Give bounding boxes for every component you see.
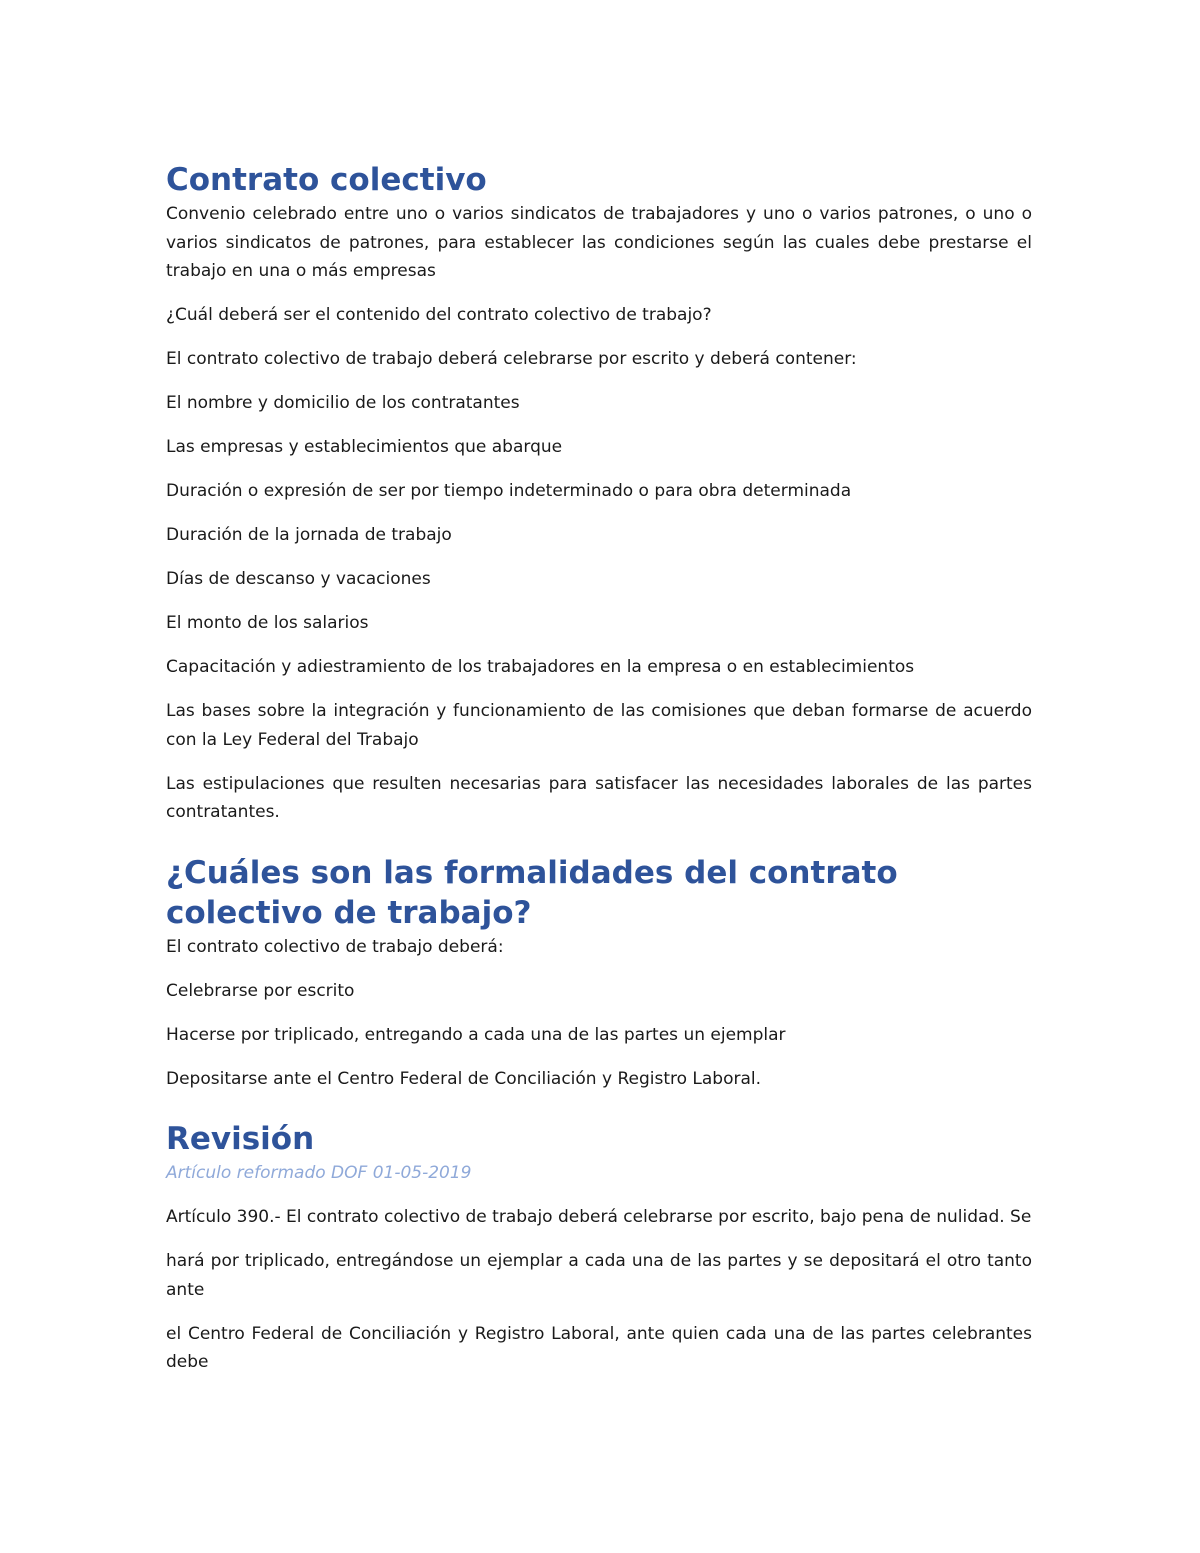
document-body <box>166 160 1032 1392</box>
list-item: Las estipulaciones que resulten necesarias para satisfacer las necesidades laborales de las partes contratantes. <box>166 773 1032 822</box>
list-item: Celebrarse por escrito <box>166 980 355 1001</box>
heading-contrato-colectivo: Contrato colectivo <box>166 162 487 198</box>
heading-formalidades: ¿Cuáles son las formalidades del contrato colectivo de trabajo? <box>166 854 898 931</box>
list-item: Duración o expresión de ser por tiempo indeterminado o para obra determinada <box>166 481 852 501</box>
reform-note: Artículo reformado DOF 01-05-2019 <box>166 1163 472 1183</box>
list-item: Duración de la jornada de trabajo <box>166 525 452 545</box>
paragraph: Artículo 390.- El contrato colectivo de trabajo deberá celebrarse por escrito, bajo pena de nulidad. Se <box>166 1207 1032 1227</box>
paragraph: El contrato colectivo de trabajo deberá: <box>166 936 504 957</box>
list-item: El monto de los salarios <box>166 613 369 633</box>
list-item: Las empresas y establecimientos que abarque <box>166 437 563 457</box>
list-item: Capacitación y adiestramiento de los trabajadores en la empresa o en establecimientos <box>166 657 915 677</box>
list-item: Las bases sobre la integración y funcionamiento de las comisiones que deban formarse de acuerdo con la Ley Federal del Trabajo <box>166 701 1032 750</box>
list-item: El nombre y domicilio de los contratantes <box>166 393 520 413</box>
list-item: Días de descanso y vacaciones <box>166 569 431 589</box>
list-item: Depositarse ante el Centro Federal de Conciliación y Registro Laboral. <box>166 1068 762 1089</box>
section-contrato-colectivo <box>166 160 1032 200</box>
heading-revision: Revisión <box>166 1121 315 1157</box>
paragraph: hará por triplicado, entregándose un ejemplar a cada una de las partes y se depositará el otro tanto ante <box>166 1251 1032 1300</box>
paragraph: Convenio celebrado entre uno o varios sindicatos de trabajadores y uno o varios patrones, o uno o varios sindicatos de patrones, para establecer las condiciones según las cuales debe prestarse el trabajo en una o más empresas <box>166 204 1032 281</box>
list-item: Hacerse por triplicado, entregando a cada una de las partes un ejemplar <box>166 1024 786 1045</box>
paragraph: El contrato colectivo de trabajo deberá celebrarse por escrito y deberá contener: <box>166 349 857 369</box>
paragraph: ¿Cuál deberá ser el contenido del contrato colectivo de trabajo? <box>166 305 712 325</box>
paragraph: el Centro Federal de Conciliación y Registro Laboral, ante quien cada una de las partes celebrantes debe <box>166 1323 1032 1372</box>
section-formalidades <box>166 853 1032 933</box>
section-revision <box>166 1119 1032 1159</box>
